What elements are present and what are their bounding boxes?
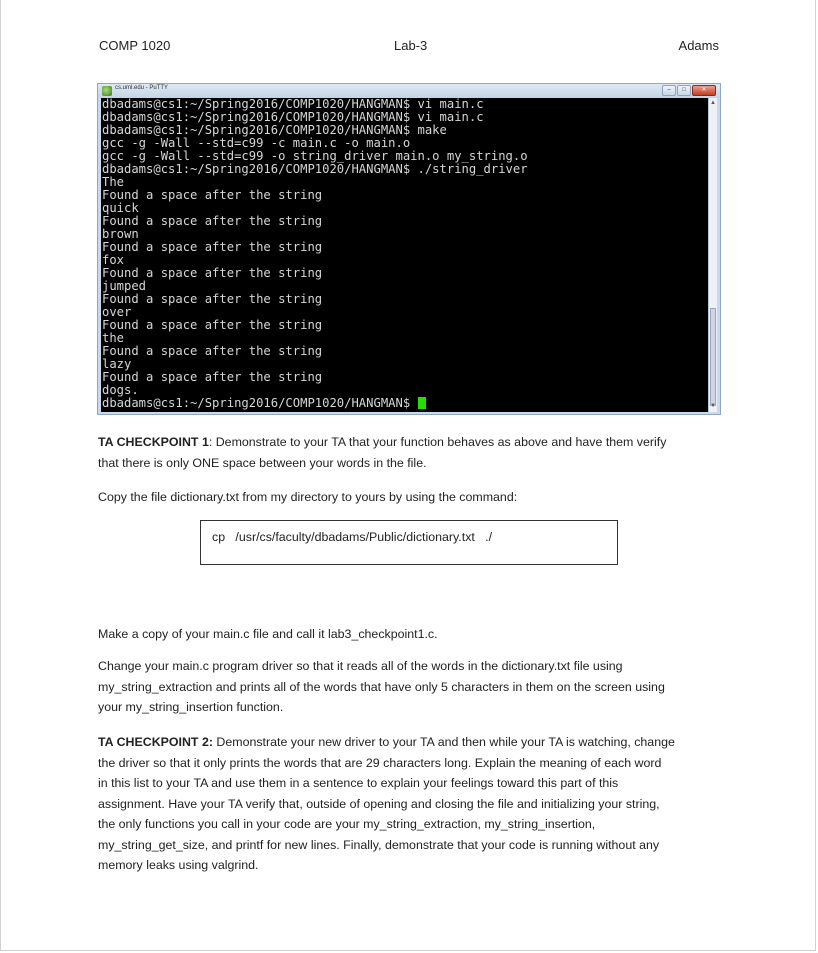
maximize-button[interactable]: □	[677, 85, 691, 96]
checkpoint2-line: memory leaks using valgrind.	[98, 858, 259, 872]
checkpoint2-line: my_string_get_size, and printf for new lines. Finally, demonstrate that your code is running without any	[98, 837, 660, 852]
checkpoint2-first-line: Demonstrate your new driver to your TA and then while your TA is watching, change	[212, 735, 675, 749]
terminal-line: jumped	[102, 279, 147, 293]
change-driver-line: your my_string_insertion function.	[98, 700, 284, 714]
checkpoint2-label: TA CHECKPOINT 2:	[98, 735, 213, 749]
terminal-line: dbadams@cs1:~/Spring2016/COMP1020/HANGMAN$ vi main.c	[102, 98, 484, 111]
terminal-line: dbadams@cs1:~/Spring2016/COMP1020/HANGMAN$	[101, 397, 708, 410]
terminal-line: gcc -g -Wall --std=c99 -o string_driver main.o my_string.o	[102, 149, 528, 163]
terminal-line: Found a space after the string	[102, 370, 323, 384]
terminal-line: dbadams@cs1:~/Spring2016/COMP1020/HANGMAN$ make	[102, 123, 447, 137]
terminal-line: lazy	[102, 357, 132, 371]
make-copy-instruction: Make a copy of your main.c file and call it lab3_checkpoint1.c.	[98, 627, 438, 641]
putty-window	[97, 83, 721, 415]
minimize-button[interactable]: –	[662, 85, 676, 96]
scroll-up-icon[interactable]: ▲	[710, 100, 716, 106]
change-driver-paragraph	[98, 656, 723, 718]
terminal-line: dbadams@cs1:~/Spring2016/COMP1020/HANGMAN$ ./string_driver	[102, 162, 528, 176]
terminal-line: fox	[102, 253, 125, 267]
terminal-line: Found a space after the string	[102, 188, 323, 202]
terminal-scrollbar[interactable]	[708, 98, 717, 412]
putty-icon	[102, 86, 112, 96]
header-lab: Lab-3	[394, 38, 428, 53]
terminal-line: Found a space after the string	[102, 318, 323, 332]
checkpoint1-text-1: : Demonstrate to your TA that your function behaves as above and have them verify	[208, 435, 667, 449]
command-box	[200, 520, 618, 565]
terminal-line: dogs.	[102, 383, 139, 397]
change-driver-line: my_string_extraction and prints all of the words that have only 5 characters in them on the screen using	[98, 679, 665, 694]
command-text: cp /usr/cs/faculty/dbadams/Public/dictionary.txt ./	[212, 530, 493, 544]
checkpoint2-paragraph	[98, 732, 723, 876]
terminal-line: Found a space after the string	[102, 266, 323, 280]
terminal-line: dbadams@cs1:~/Spring2016/COMP1020/HANGMAN$ vi main.c	[102, 110, 484, 124]
header-author: Adams	[678, 38, 719, 53]
terminal-line: the	[102, 331, 125, 345]
terminal-cursor	[418, 397, 426, 409]
checkpoint2-line: assignment. Have your TA verify that, outside of opening and closing the file and initializing your string,	[98, 796, 660, 811]
checkpoint2-line: in this list to your TA and use them in a sentence to explain your feelings toward this part of this	[98, 776, 619, 790]
terminal-line: gcc -g -Wall --std=c99 -c main.c -o main.o	[102, 136, 411, 150]
checkpoint1-label: TA CHECKPOINT 1	[98, 435, 209, 449]
terminal-line: Found a space after the string	[102, 292, 323, 306]
terminal-line: quick	[102, 201, 139, 215]
change-driver-line: Change your main.c program driver so that it reads all of the words in the dictionary.txt file using	[98, 659, 623, 673]
putty-title: cs.uml.edu - PuTTY	[115, 85, 169, 91]
checkpoint2-line: the only functions you call in your code are your my_string_extraction, my_string_insertion,	[98, 817, 596, 831]
scroll-down-icon[interactable]: ▼	[710, 403, 716, 409]
terminal-line: Found a space after the string	[102, 344, 323, 358]
header-course: COMP 1020	[99, 38, 171, 53]
window-controls	[662, 85, 716, 96]
checkpoint1-text-2: that there is only ONE space between your words in the file.	[98, 455, 427, 470]
close-button[interactable]: ✕	[692, 85, 716, 96]
checkpoint1-paragraph	[98, 432, 723, 473]
copy-instruction: Copy the file dictionary.txt from my directory to yours by using the command:	[98, 490, 518, 504]
terminal-line: over	[102, 305, 132, 319]
terminal-line: brown	[102, 227, 139, 241]
putty-title-bar[interactable]	[98, 84, 720, 98]
terminal-line: The	[102, 175, 125, 189]
terminal-line: Found a space after the string	[102, 240, 323, 254]
terminal-line: Found a space after the string	[102, 214, 323, 228]
scroll-thumb[interactable]	[710, 308, 716, 406]
checkpoint2-line: the driver so that it only prints the words that are 29 characters long. Explain the meaning of each word	[98, 755, 662, 770]
terminal-output[interactable]	[101, 98, 708, 412]
